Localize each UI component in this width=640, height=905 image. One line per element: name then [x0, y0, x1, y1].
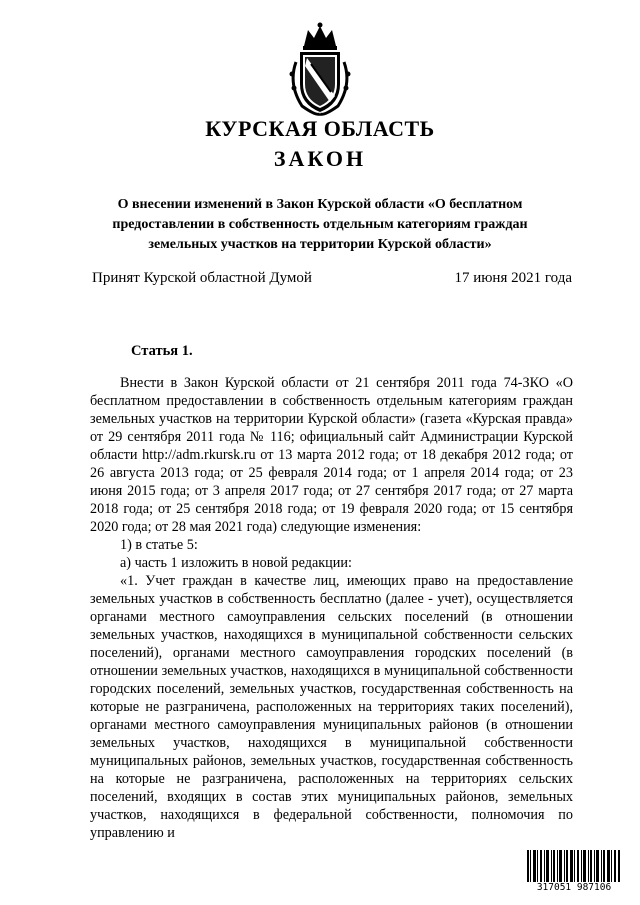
adoption-date: 17 июня 2021 года	[454, 270, 572, 286]
article-item-paragraph: 1) в статье 5:	[120, 537, 198, 553]
region-title: КУРСКАЯ ОБЛАСТЬ	[205, 116, 435, 141]
kursk-coat-of-arms-icon	[286, 22, 354, 116]
article-intro-paragraph: Внести в Закон Курской области от 21 сентября 2011 года 74-ЗКО «О бесплатном предоставлении в собственность отдельным категориям граждан земельных участков на территории Курской области» (газета «Курская правда» от 29 сентября 2011 года № 116; официальный сайт Администрации Курской области http://adm.rkursk.ru от 13 марта 2012 года; от 18 декабря 2012 года; от 26 августа 2013 года; от 25 февраля 2014 года; от 1 апреля 2014 года; от 23 июня 2015 года; от 3 апреля 2017 года; от 27 сентября 2017 года; от 27 марта 2018 года; от 25 сентября 2018 года; от 19 февраля 2020 года; от 15 сентября 2020 года; от 28 мая 2021 года) следующие изменения:	[90, 375, 573, 535]
subject-line: земельных участков на территории Курской области»	[148, 237, 492, 252]
barcode-number: 317051 987106	[525, 882, 623, 894]
adoption-row	[92, 270, 572, 287]
subject-line: О внесении изменений в Закон Курской области «О бесплатном	[117, 197, 523, 212]
article-heading: Статья 1.	[131, 343, 193, 359]
article-body	[90, 374, 573, 842]
adopted-by: Принят Курской областной Думой	[92, 270, 312, 286]
article-subitem-paragraph: а) часть 1 изложить в новой редакции:	[120, 555, 352, 571]
quoted-amendment-paragraph: «1. Учет граждан в качестве лиц, имеющих право на предоставление земельных участков в собственность бесплатно (далее - учет), осуществляется органами местного самоуправления сельских поселений (в отношении земельных участков, находящихся в муниципальной собственности сельских поселений), органами местного самоуправления городских поселений (в отношении земельных участков, находящихся в муниципальной собственности городских поселений, земельных участков, государственная собственность на которые не разграничена, расположенных на территориях таких поселений), органами местного самоуправления муниципальных районов (в отношении земельных участков, находящихся в муниципальной собственности муниципальных районов, земельных участков, государственная собственность на которые не разграничена, расположенных на территориях сельских поселений, входящих в состав этих муниципальных районов, земельных участков, находящихся в федеральной собственности, полномочия по управлению и	[90, 573, 573, 841]
document-type-title: ЗАКОН	[273, 146, 367, 171]
subject-line: предоставлении в собственность отдельным категориям граждан	[112, 217, 528, 232]
law-subject	[100, 195, 540, 255]
